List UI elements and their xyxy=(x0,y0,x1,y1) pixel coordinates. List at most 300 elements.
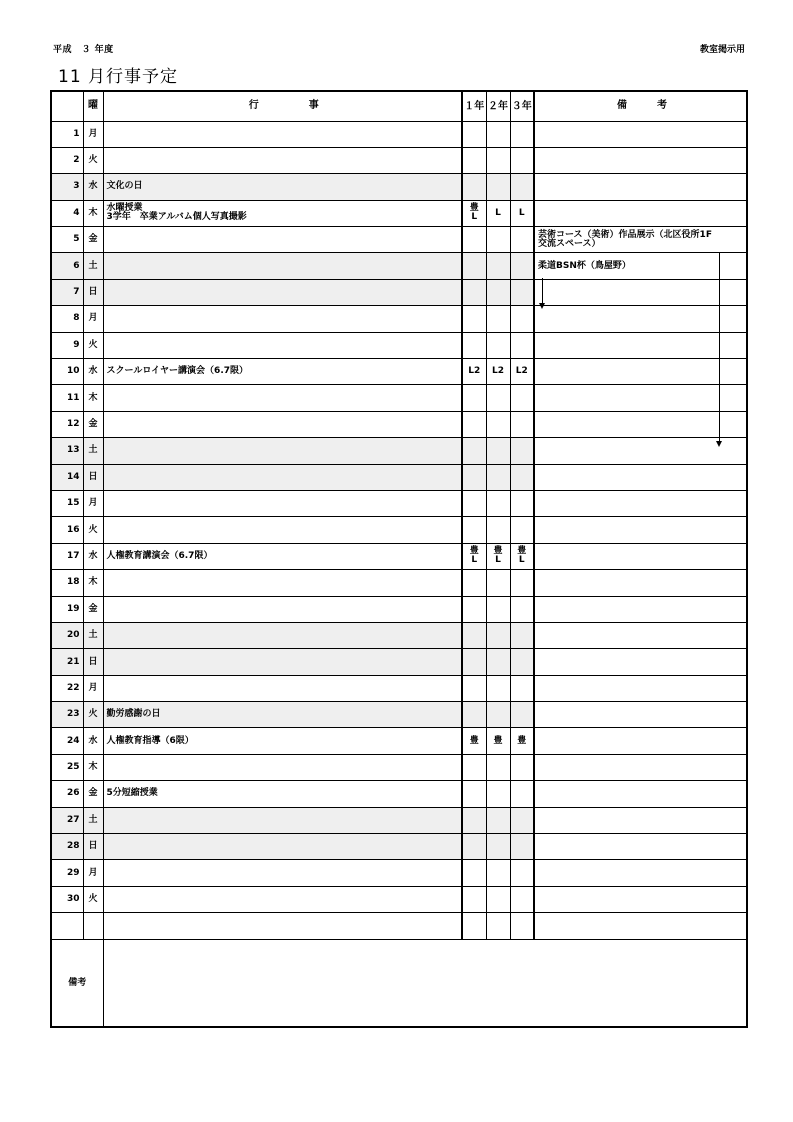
day-of-week xyxy=(83,332,103,358)
note-cell xyxy=(534,464,747,490)
note-cell xyxy=(534,332,747,358)
table-row xyxy=(51,860,747,886)
day-of-week xyxy=(83,200,103,226)
day-of-week xyxy=(83,860,103,886)
event-cell xyxy=(103,834,462,860)
note-cell xyxy=(534,490,747,516)
note-cell xyxy=(534,411,747,437)
event-cell xyxy=(103,517,462,543)
day-number-text: 26 xyxy=(66,788,80,799)
day-number xyxy=(51,253,83,279)
grade-1-cell xyxy=(462,570,486,596)
grade-1-cell xyxy=(462,781,486,807)
day-of-week xyxy=(83,754,103,780)
grade-2-cell xyxy=(486,438,510,464)
table-row xyxy=(51,385,747,411)
grade-3-cell xyxy=(510,596,534,622)
day-of-week-text: 月 xyxy=(88,128,98,139)
day-number xyxy=(51,279,83,305)
grade-3-cell xyxy=(510,253,534,279)
day-number xyxy=(51,807,83,833)
grade-3-cell xyxy=(510,174,534,200)
day-number-text: 3 xyxy=(73,181,80,192)
day-of-week xyxy=(83,543,103,569)
day-of-week xyxy=(83,306,103,332)
grade-2-cell xyxy=(486,227,510,253)
day-of-week-text: 火 xyxy=(88,894,98,905)
grade-2-cell xyxy=(486,121,510,147)
day-number xyxy=(51,675,83,701)
grade-3-cell xyxy=(510,728,534,754)
day-of-week-text: 金 xyxy=(88,788,98,799)
grade-1-cell xyxy=(462,754,486,780)
day-of-week xyxy=(83,913,103,939)
day-number-text: 24 xyxy=(66,735,80,746)
grade-2-cell-text: 豊 L xyxy=(493,546,503,566)
day-of-week-text: 金 xyxy=(88,234,98,245)
note-cell xyxy=(534,860,747,886)
grade-1-cell-text: L2 xyxy=(468,366,481,377)
day-number xyxy=(51,860,83,886)
day-number-text: 15 xyxy=(66,498,80,509)
day-number xyxy=(51,385,83,411)
day-of-week-text: 金 xyxy=(88,418,98,429)
table-row xyxy=(51,147,747,173)
note-cell xyxy=(534,781,747,807)
grade-1-cell xyxy=(462,464,486,490)
day-number xyxy=(51,517,83,543)
day-number xyxy=(51,359,83,385)
event-cell xyxy=(103,702,462,728)
day-of-week xyxy=(83,517,103,543)
day-of-week-text: 月 xyxy=(88,313,98,324)
remarks-label: 備考 xyxy=(51,939,103,1027)
day-of-week xyxy=(83,411,103,437)
grade-2-cell xyxy=(486,860,510,886)
day-of-week xyxy=(83,728,103,754)
day-number-text: 9 xyxy=(73,339,80,350)
note-cell xyxy=(534,702,747,728)
table-row xyxy=(51,570,747,596)
day-of-week-text: 火 xyxy=(88,155,98,166)
fiscal-year: 平成 ３ 年度 xyxy=(53,45,114,55)
note-cell xyxy=(534,279,747,305)
day-of-week-text: 木 xyxy=(88,207,98,218)
day-of-week-text: 土 xyxy=(88,260,98,271)
day-number xyxy=(51,913,83,939)
day-number xyxy=(51,570,83,596)
grade-1-cell xyxy=(462,543,486,569)
day-number xyxy=(51,174,83,200)
day-of-week xyxy=(83,886,103,912)
day-number-text: 10 xyxy=(66,366,80,377)
header-event: 行 事 xyxy=(103,91,462,121)
grade-3-cell xyxy=(510,543,534,569)
header-dow: 曜 xyxy=(83,91,103,121)
table-row xyxy=(51,121,747,147)
table-row xyxy=(51,781,747,807)
day-of-week-text: 火 xyxy=(88,524,98,535)
day-of-week-text: 月 xyxy=(88,498,98,509)
grade-2-cell xyxy=(486,807,510,833)
day-number-text: 8 xyxy=(73,313,80,324)
note-cell xyxy=(534,385,747,411)
grade-2-cell xyxy=(486,174,510,200)
grade-3-cell xyxy=(510,834,534,860)
table-row xyxy=(51,200,747,226)
day-number xyxy=(51,596,83,622)
grade-2-cell xyxy=(486,464,510,490)
note-cell xyxy=(534,517,747,543)
grade-1-cell xyxy=(462,596,486,622)
grade-1-cell xyxy=(462,385,486,411)
day-number xyxy=(51,649,83,675)
day-of-week-text: 木 xyxy=(88,577,98,588)
day-of-week xyxy=(83,702,103,728)
grade-3-cell xyxy=(510,385,534,411)
day-number-text: 12 xyxy=(66,418,80,429)
day-number xyxy=(51,886,83,912)
day-of-week-text: 土 xyxy=(88,814,98,825)
grade-1-cell xyxy=(462,886,486,912)
grade-3-cell xyxy=(510,649,534,675)
grade-2-cell xyxy=(486,385,510,411)
grade-3-cell xyxy=(510,200,534,226)
page-title: 11 月行事予定 xyxy=(58,67,179,87)
day-number xyxy=(51,702,83,728)
day-of-week xyxy=(83,174,103,200)
grade-1-cell xyxy=(462,306,486,332)
table-row xyxy=(51,728,747,754)
day-number xyxy=(51,622,83,648)
day-number xyxy=(51,464,83,490)
grade-1-cell xyxy=(462,807,486,833)
day-of-week xyxy=(83,675,103,701)
grade-3-cell xyxy=(510,517,534,543)
grade-2-cell xyxy=(486,253,510,279)
day-number-text: 20 xyxy=(66,630,80,641)
event-cell xyxy=(103,622,462,648)
grade-2-cell-text: L2 xyxy=(492,366,504,377)
table-row xyxy=(51,411,747,437)
event-cell xyxy=(103,306,462,332)
event-cell xyxy=(103,543,462,569)
event-cell xyxy=(103,121,462,147)
day-number-text: 17 xyxy=(66,550,80,561)
arrow-note-6 xyxy=(542,278,543,304)
grade-1-cell xyxy=(462,253,486,279)
grade-2-cell xyxy=(486,517,510,543)
grade-3-cell xyxy=(510,781,534,807)
grade-3-cell xyxy=(510,227,534,253)
day-of-week xyxy=(83,385,103,411)
grade-3-cell xyxy=(510,411,534,437)
grade-2-cell xyxy=(486,411,510,437)
day-of-week xyxy=(83,622,103,648)
grade-2-cell xyxy=(486,728,510,754)
grade-3-cell xyxy=(510,438,534,464)
grade-2-cell xyxy=(486,834,510,860)
grade-1-cell xyxy=(462,438,486,464)
note-cell xyxy=(534,834,747,860)
table-row xyxy=(51,834,747,860)
event-cell-text: 5分短縮授業 xyxy=(106,788,158,799)
day-number-text: 22 xyxy=(66,682,80,693)
table-row xyxy=(51,517,747,543)
header-note: 備 考 xyxy=(534,91,747,121)
note-cell xyxy=(534,147,747,173)
day-number-text: 21 xyxy=(66,656,80,667)
day-of-week xyxy=(83,438,103,464)
day-number-text: 16 xyxy=(66,524,80,535)
grade-2-cell xyxy=(486,649,510,675)
grade-2-cell xyxy=(486,596,510,622)
day-of-week-text: 土 xyxy=(88,445,98,456)
day-of-week-text: 日 xyxy=(88,656,98,667)
day-number-text: 5 xyxy=(73,234,80,245)
grade-1-cell-text: 豊 L xyxy=(469,203,479,223)
event-cell xyxy=(103,464,462,490)
table-row xyxy=(51,807,747,833)
grade-3-cell xyxy=(510,490,534,516)
table-row xyxy=(51,332,747,358)
day-of-week-text: 水 xyxy=(88,735,98,746)
day-number-text: 7 xyxy=(73,287,80,298)
grade-2-cell xyxy=(486,570,510,596)
grade-1-cell xyxy=(462,517,486,543)
grade-3-cell xyxy=(510,913,534,939)
grade-2-cell xyxy=(486,200,510,226)
note-cell xyxy=(534,543,747,569)
note-cell xyxy=(534,728,747,754)
table-row xyxy=(51,253,747,279)
day-number-text: 1 xyxy=(73,128,80,139)
grade-3-cell xyxy=(510,359,534,385)
note-cell xyxy=(534,649,747,675)
day-of-week-text: 月 xyxy=(88,867,98,878)
day-number-text: 27 xyxy=(66,814,80,825)
grade-2-cell xyxy=(486,279,510,305)
grade-2-cell xyxy=(486,702,510,728)
day-number-text: 19 xyxy=(66,603,80,614)
day-of-week-text: 土 xyxy=(88,630,98,641)
header-grade-1-label: １年 xyxy=(464,100,485,112)
grade-3-cell xyxy=(510,332,534,358)
header-grade-3-label: ３年 xyxy=(511,100,532,112)
grade-3-cell xyxy=(510,622,534,648)
note-cell xyxy=(534,807,747,833)
table-row xyxy=(51,306,747,332)
grade-3-cell xyxy=(510,147,534,173)
event-cell xyxy=(103,359,462,385)
grade-1-cell xyxy=(462,675,486,701)
grade-3-cell xyxy=(510,570,534,596)
table-row xyxy=(51,675,747,701)
grade-1-cell xyxy=(462,834,486,860)
header-day xyxy=(51,91,83,121)
grade-2-cell-text: 豊 xyxy=(493,735,503,746)
grade-1-cell xyxy=(462,622,486,648)
grade-1-cell xyxy=(462,411,486,437)
day-of-week xyxy=(83,279,103,305)
grade-2-cell xyxy=(486,886,510,912)
day-number-text: 4 xyxy=(73,207,80,218)
grade-1-cell xyxy=(462,359,486,385)
day-of-week xyxy=(83,807,103,833)
day-of-week-text: 日 xyxy=(88,287,98,298)
event-cell xyxy=(103,279,462,305)
day-number xyxy=(51,490,83,516)
table-row xyxy=(51,490,747,516)
table-row xyxy=(51,464,747,490)
header-grade-3 xyxy=(510,91,534,121)
note-cell xyxy=(534,622,747,648)
day-number xyxy=(51,306,83,332)
event-cell xyxy=(103,200,462,226)
event-cell xyxy=(103,411,462,437)
day-of-week-text: 水 xyxy=(88,550,98,561)
day-of-week xyxy=(83,147,103,173)
table-row xyxy=(51,702,747,728)
grade-3-cell xyxy=(510,807,534,833)
note-cell-text: 芸術コース（美術）作品展示（北区役所1F 交流スペース） xyxy=(538,229,712,249)
day-of-week-text: 日 xyxy=(88,471,98,482)
note-cell-text: 柔道BSN杯（鳥屋野） xyxy=(538,260,631,271)
day-number-text: 14 xyxy=(66,471,80,482)
grade-3-cell-text: L xyxy=(518,207,525,218)
grade-1-cell-text: 豊 L xyxy=(469,546,479,566)
grade-3-cell xyxy=(510,860,534,886)
day-number xyxy=(51,227,83,253)
note-cell xyxy=(534,570,747,596)
note-cell xyxy=(534,675,747,701)
day-number xyxy=(51,200,83,226)
grade-2-cell xyxy=(486,675,510,701)
header-grade-2-label: ２年 xyxy=(488,100,508,112)
day-of-week-text: 水 xyxy=(88,366,98,377)
day-number xyxy=(51,834,83,860)
event-cell xyxy=(103,807,462,833)
day-number-text: 6 xyxy=(73,260,80,271)
note-cell xyxy=(534,306,747,332)
event-cell xyxy=(103,174,462,200)
event-cell xyxy=(103,596,462,622)
day-of-week xyxy=(83,253,103,279)
note-cell xyxy=(534,754,747,780)
day-of-week xyxy=(83,570,103,596)
note-cell xyxy=(534,253,747,279)
grade-1-cell xyxy=(462,649,486,675)
grade-2-cell xyxy=(486,359,510,385)
grade-2-cell xyxy=(486,913,510,939)
header-grade-1 xyxy=(462,91,486,121)
event-cell xyxy=(103,570,462,596)
day-number-text: 29 xyxy=(66,867,80,878)
grade-2-cell-text: L xyxy=(495,207,501,218)
grade-2-cell xyxy=(486,754,510,780)
note-cell xyxy=(534,200,747,226)
table-row xyxy=(51,596,747,622)
day-of-week xyxy=(83,596,103,622)
day-number xyxy=(51,411,83,437)
event-cell xyxy=(103,860,462,886)
day-of-week xyxy=(83,649,103,675)
day-of-week-text: 火 xyxy=(88,339,98,350)
event-cell xyxy=(103,781,462,807)
grade-3-cell xyxy=(510,279,534,305)
grade-1-cell xyxy=(462,227,486,253)
day-number-text: 11 xyxy=(66,392,80,403)
schedule-table xyxy=(50,90,748,1028)
grade-2-cell xyxy=(486,147,510,173)
grade-3-cell xyxy=(510,121,534,147)
table-row xyxy=(51,174,747,200)
grade-1-cell xyxy=(462,121,486,147)
event-cell xyxy=(103,332,462,358)
day-of-week-text: 月 xyxy=(88,682,98,693)
event-cell-text: 文化の日 xyxy=(106,181,143,192)
note-cell xyxy=(534,359,747,385)
table-row xyxy=(51,649,747,675)
grade-1-cell xyxy=(462,332,486,358)
remarks-row xyxy=(51,939,747,1027)
event-cell xyxy=(103,253,462,279)
grade-3-cell xyxy=(510,754,534,780)
table-row xyxy=(51,754,747,780)
day-number-text: 30 xyxy=(66,894,80,905)
event-cell xyxy=(103,147,462,173)
day-of-week xyxy=(83,490,103,516)
grade-1-cell xyxy=(462,702,486,728)
day-of-week xyxy=(83,121,103,147)
note-cell xyxy=(534,227,747,253)
note-cell xyxy=(534,174,747,200)
table-row xyxy=(51,227,747,253)
grade-1-cell xyxy=(462,860,486,886)
event-cell xyxy=(103,385,462,411)
day-of-week-text: 火 xyxy=(88,709,98,720)
day-of-week xyxy=(83,834,103,860)
day-of-week xyxy=(83,227,103,253)
day-of-week xyxy=(83,781,103,807)
table-row xyxy=(51,886,747,912)
event-cell-text: 勤労感謝の日 xyxy=(106,709,161,720)
event-cell xyxy=(103,675,462,701)
remarks-content[interactable] xyxy=(103,939,747,1027)
table-row xyxy=(51,913,747,939)
day-number-text: 25 xyxy=(66,762,80,773)
arrow-note-5 xyxy=(719,252,720,442)
grade-3-cell xyxy=(510,675,534,701)
grade-2-cell xyxy=(486,543,510,569)
table-row xyxy=(51,359,747,385)
grade-1-cell xyxy=(462,913,486,939)
day-number xyxy=(51,728,83,754)
grade-2-cell xyxy=(486,332,510,358)
table-row xyxy=(51,622,747,648)
day-of-week-text: 木 xyxy=(88,392,98,403)
day-of-week-text: 日 xyxy=(88,841,98,852)
posting-label: 教室掲示用 xyxy=(699,45,745,55)
event-cell xyxy=(103,227,462,253)
day-number xyxy=(51,781,83,807)
table-header-row xyxy=(51,91,747,121)
day-of-week xyxy=(83,359,103,385)
day-number-text: 28 xyxy=(66,841,80,852)
grade-3-cell xyxy=(510,464,534,490)
grade-2-cell xyxy=(486,622,510,648)
day-of-week-text: 水 xyxy=(88,181,98,192)
